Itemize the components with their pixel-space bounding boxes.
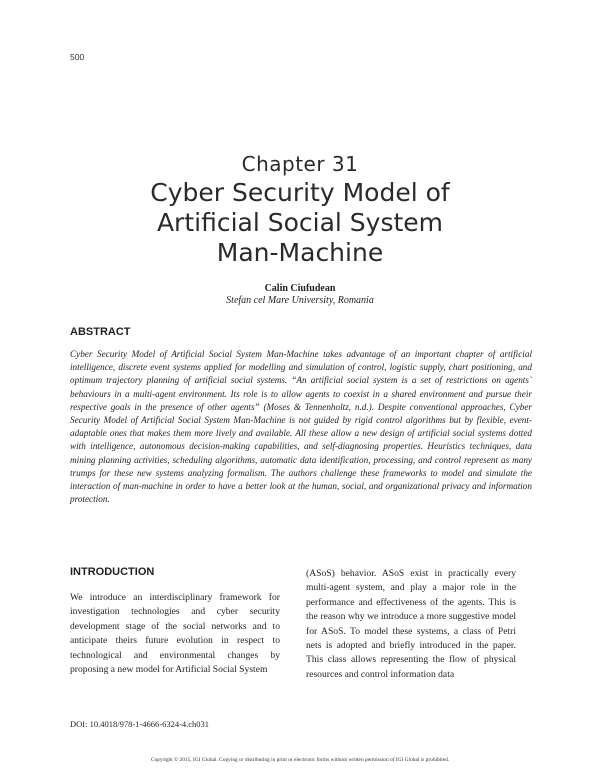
copyright-notice: Copyright © 2015, IGI Global. Copying or distributing in print or electronic forms without written permission of IGI Global is prohibited.: [150, 757, 450, 763]
abstract-heading: ABSTRACT: [70, 326, 131, 338]
chapter-title: [60, 178, 540, 268]
chapter-title-line: Man-Machine: [216, 238, 384, 267]
chapter-label: Chapter 31: [241, 152, 359, 176]
doi: DOI: 10.4018/978-1-4666-6324-4.ch031: [70, 719, 210, 729]
introduction-heading: INTRODUCTION: [70, 566, 155, 578]
chapter-title-line: Artificial Social System: [156, 208, 444, 237]
author-name: Calin Ciufudean: [264, 283, 336, 294]
page-number: 500: [70, 52, 85, 62]
abstract-body: Cyber Security Model of Artificial Social System Man-Machine takes advantage of an important chapter of artificial intelligence, discrete event systems applied for modelling and simulation of control, logistic supply, chart positioning, and optimum trajectory planning of artificial social systems. “An artificial social system is a set of restrictions on agents` behaviours in a multi-agent environment. Its role is to allow agents to coexist in a shared environment and pursue their respective goals in the presence of other agents” (Moses & Tennenholtz, n.d.). Despite conventional approaches, Cyber Security Model of Artificial Social System Man-Machine is not guided by rigid control algorithms but by flexible, event-adaptable ones that makes them more lively and available. All these allow a new design of artificial social systems dotted with intelligence, autonomous decision-making capabilities, and self-diagnosing properties. Heuristics techniques, data mining planning activities, scheduling algorithms, automatic data identification, processing, and control represent as many trumps for these new systems analyzing formalism. The authors challenge these frameworks to model and simulate the interaction of man-machine in order to have a better look at the human, social, and organizational privacy and information protection.: [70, 349, 532, 505]
introduction-right-column: (ASoS) behavior. ASoS exist in practically every multi-agent system, and play a major role in the performance and effectiveness of the agents. This is the reason why we introduce a more suggestive model for ASoS. To model these systems, a class of Petri nets is adopted and briefly introduced in the paper. This class allows representing the flow of physical resources and control information data: [306, 568, 516, 680]
author-affiliation: Stefan cel Mare University, Romania: [226, 295, 374, 306]
introduction-left-column: We introduce an interdisciplinary framework for investigation technologies and cyber security development stage of the social networks and to anticipate theirs future evolution in respect to technological and environmental changes by proposing a new model for Artificial Social System: [70, 592, 280, 676]
chapter-title-line: Cyber Security Model of: [150, 178, 450, 207]
